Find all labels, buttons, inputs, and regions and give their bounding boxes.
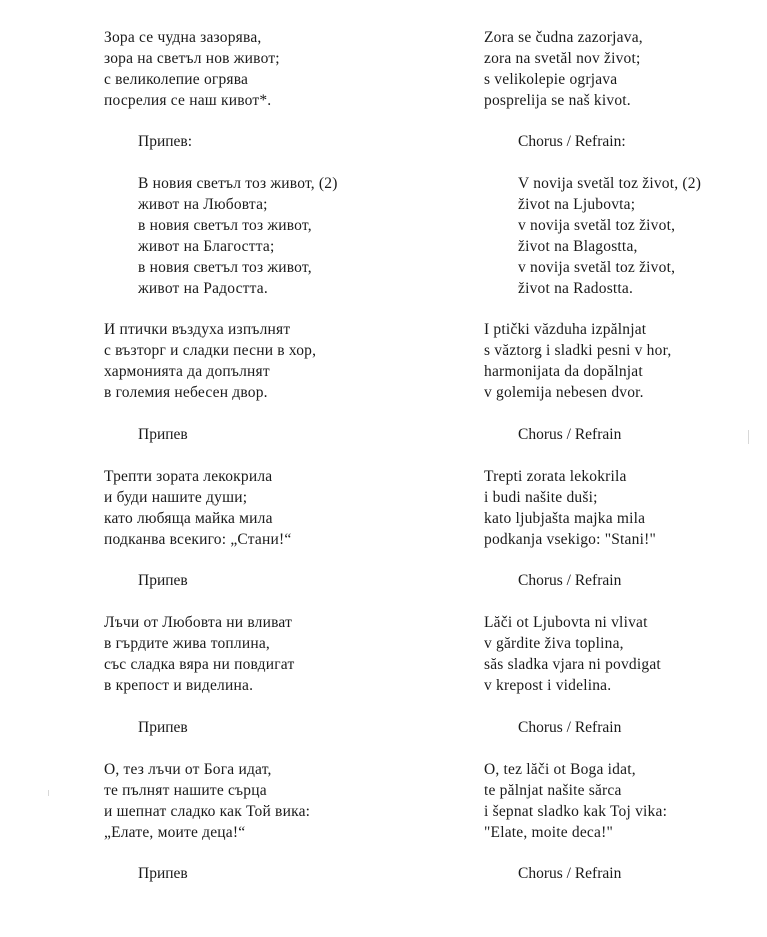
stanza-5 bbox=[104, 759, 404, 843]
chorus bbox=[484, 173, 767, 299]
scan-artifact bbox=[48, 790, 49, 796]
stanza-3 bbox=[104, 466, 404, 550]
verse-line: harmonijata da dopălnjat bbox=[484, 363, 643, 380]
stanza-4 bbox=[104, 612, 404, 696]
refrain-4 bbox=[104, 863, 404, 884]
verse-line: Лъчи от Любовта ни вливат bbox=[104, 614, 293, 631]
stanza-5 bbox=[484, 759, 767, 843]
chorus-line: život na Ljubovta; bbox=[518, 196, 636, 213]
verse-line: i šepnat sladko kak Toj vika: bbox=[484, 803, 668, 820]
verse-line: posprelija se naš kivot. bbox=[484, 92, 631, 109]
chorus-heading: Припев: bbox=[138, 133, 193, 150]
verse-line: с великолепие огрява bbox=[104, 71, 249, 88]
refrain-2 bbox=[484, 570, 767, 591]
chorus-line: в новия светъл тоз живот, bbox=[138, 259, 312, 276]
verse-line: зора на светъл нов живот; bbox=[104, 50, 280, 67]
verse-line: Zora se čudna zazorjava, bbox=[484, 29, 643, 46]
refrain-label: Припев bbox=[138, 426, 188, 443]
chorus-line: в новия светъл тоз живот, bbox=[138, 217, 312, 234]
stanza-2 bbox=[484, 319, 767, 403]
chorus-line: живот на Любовта; bbox=[138, 196, 268, 213]
verse-line: săs sladka vjara ni povdigat bbox=[484, 656, 661, 673]
refrain-label: Chorus / Refrain bbox=[518, 426, 622, 443]
stanza-1 bbox=[484, 27, 767, 111]
verse-line: zora na svetăl nov život; bbox=[484, 50, 641, 67]
stanza-3 bbox=[484, 466, 767, 550]
verse-line: O, tez lăči ot Boga idat, bbox=[484, 761, 636, 778]
refrain-label: Chorus / Refrain bbox=[518, 572, 622, 589]
chorus bbox=[104, 173, 404, 299]
refrain-label: Chorus / Refrain bbox=[518, 719, 622, 736]
chorus-line: život na Blagostta, bbox=[518, 238, 638, 255]
refrain-label: Chorus / Refrain bbox=[518, 865, 622, 882]
verse-line: Trepti zorata lekokrila bbox=[484, 468, 627, 485]
verse-line: i budi našite duši; bbox=[484, 489, 598, 506]
verse-line: kato ljubjašta majka mila bbox=[484, 510, 646, 527]
refrain-2 bbox=[104, 570, 404, 591]
verse-line: посрелия се наш кивот*. bbox=[104, 92, 272, 109]
verse-line: „Елате, моите деца!“ bbox=[104, 824, 246, 841]
chorus-line: живот на Благостта; bbox=[138, 238, 275, 255]
refrain-4 bbox=[484, 863, 767, 884]
verse-line: s văztorg i sladki pesni v hor, bbox=[484, 342, 672, 359]
stanza-1 bbox=[104, 27, 404, 111]
verse-line: v golemija nebesen dvor. bbox=[484, 384, 644, 401]
stanza-4 bbox=[484, 612, 767, 696]
refrain-3 bbox=[104, 717, 404, 738]
verse-line: в големия небесен двор. bbox=[104, 384, 268, 401]
verse-line: като любяща майка мила bbox=[104, 510, 273, 527]
verse-line: и шепнат сладко как Той вика: bbox=[104, 803, 311, 820]
refrain-label: Припев bbox=[138, 719, 188, 736]
chorus-heading: Chorus / Refrain: bbox=[518, 133, 626, 150]
verse-line: в крепост и виделина. bbox=[104, 677, 254, 694]
verse-line: Зора се чудна зазорява, bbox=[104, 29, 262, 46]
verse-line: и буди нашите души; bbox=[104, 489, 248, 506]
verse-line: s velikolepie ogrjava bbox=[484, 71, 618, 88]
verse-line: podkanja vsekigo: "Stani!" bbox=[484, 531, 656, 548]
chorus-line: život na Radostta. bbox=[518, 280, 634, 297]
chorus-line: v novija svetăl toz život, bbox=[518, 259, 676, 276]
chorus-line: V novija svetăl toz život, (2) bbox=[518, 175, 702, 192]
verse-line: подканва всекиго: „Стани!“ bbox=[104, 531, 292, 548]
chorus-title bbox=[484, 131, 767, 152]
refrain-1 bbox=[484, 424, 767, 445]
refrain-label: Припев bbox=[138, 865, 188, 882]
chorus-title bbox=[104, 131, 404, 152]
verse-line: I ptički văzduha izpălnjat bbox=[484, 321, 647, 338]
stanza-2 bbox=[104, 319, 404, 403]
scan-artifact bbox=[748, 430, 749, 444]
chorus-line: живот на Радостта. bbox=[138, 280, 268, 297]
verse-line: И птички въздуха изпълнят bbox=[104, 321, 291, 338]
verse-line: Lăči ot Ljubovta ni vlivat bbox=[484, 614, 648, 631]
refrain-1 bbox=[104, 424, 404, 445]
refrain-label: Припев bbox=[138, 572, 188, 589]
verse-line: с възторг и сладки песни в хор, bbox=[104, 342, 317, 359]
refrain-3 bbox=[484, 717, 767, 738]
chorus-line: v novija svetăl toz život, bbox=[518, 217, 676, 234]
verse-line: О, тез лъчи от Бога идат, bbox=[104, 761, 272, 778]
verse-line: със сладка вяра ни повдигат bbox=[104, 656, 295, 673]
verse-line: v gărdite živa toplina, bbox=[484, 635, 624, 652]
verse-line: v krepost i videlina. bbox=[484, 677, 612, 694]
verse-line: Трепти зората лекокрила bbox=[104, 468, 273, 485]
verse-line: хармонията да допълнят bbox=[104, 363, 270, 380]
verse-line: te pălnjat našite sărca bbox=[484, 782, 622, 799]
verse-line: те пълнят нашите сърца bbox=[104, 782, 267, 799]
verse-line: "Elate, moite deca!" bbox=[484, 824, 613, 841]
chorus-line: В новия светъл тоз живот, (2) bbox=[138, 175, 338, 192]
verse-line: в гърдите жива топлина, bbox=[104, 635, 270, 652]
